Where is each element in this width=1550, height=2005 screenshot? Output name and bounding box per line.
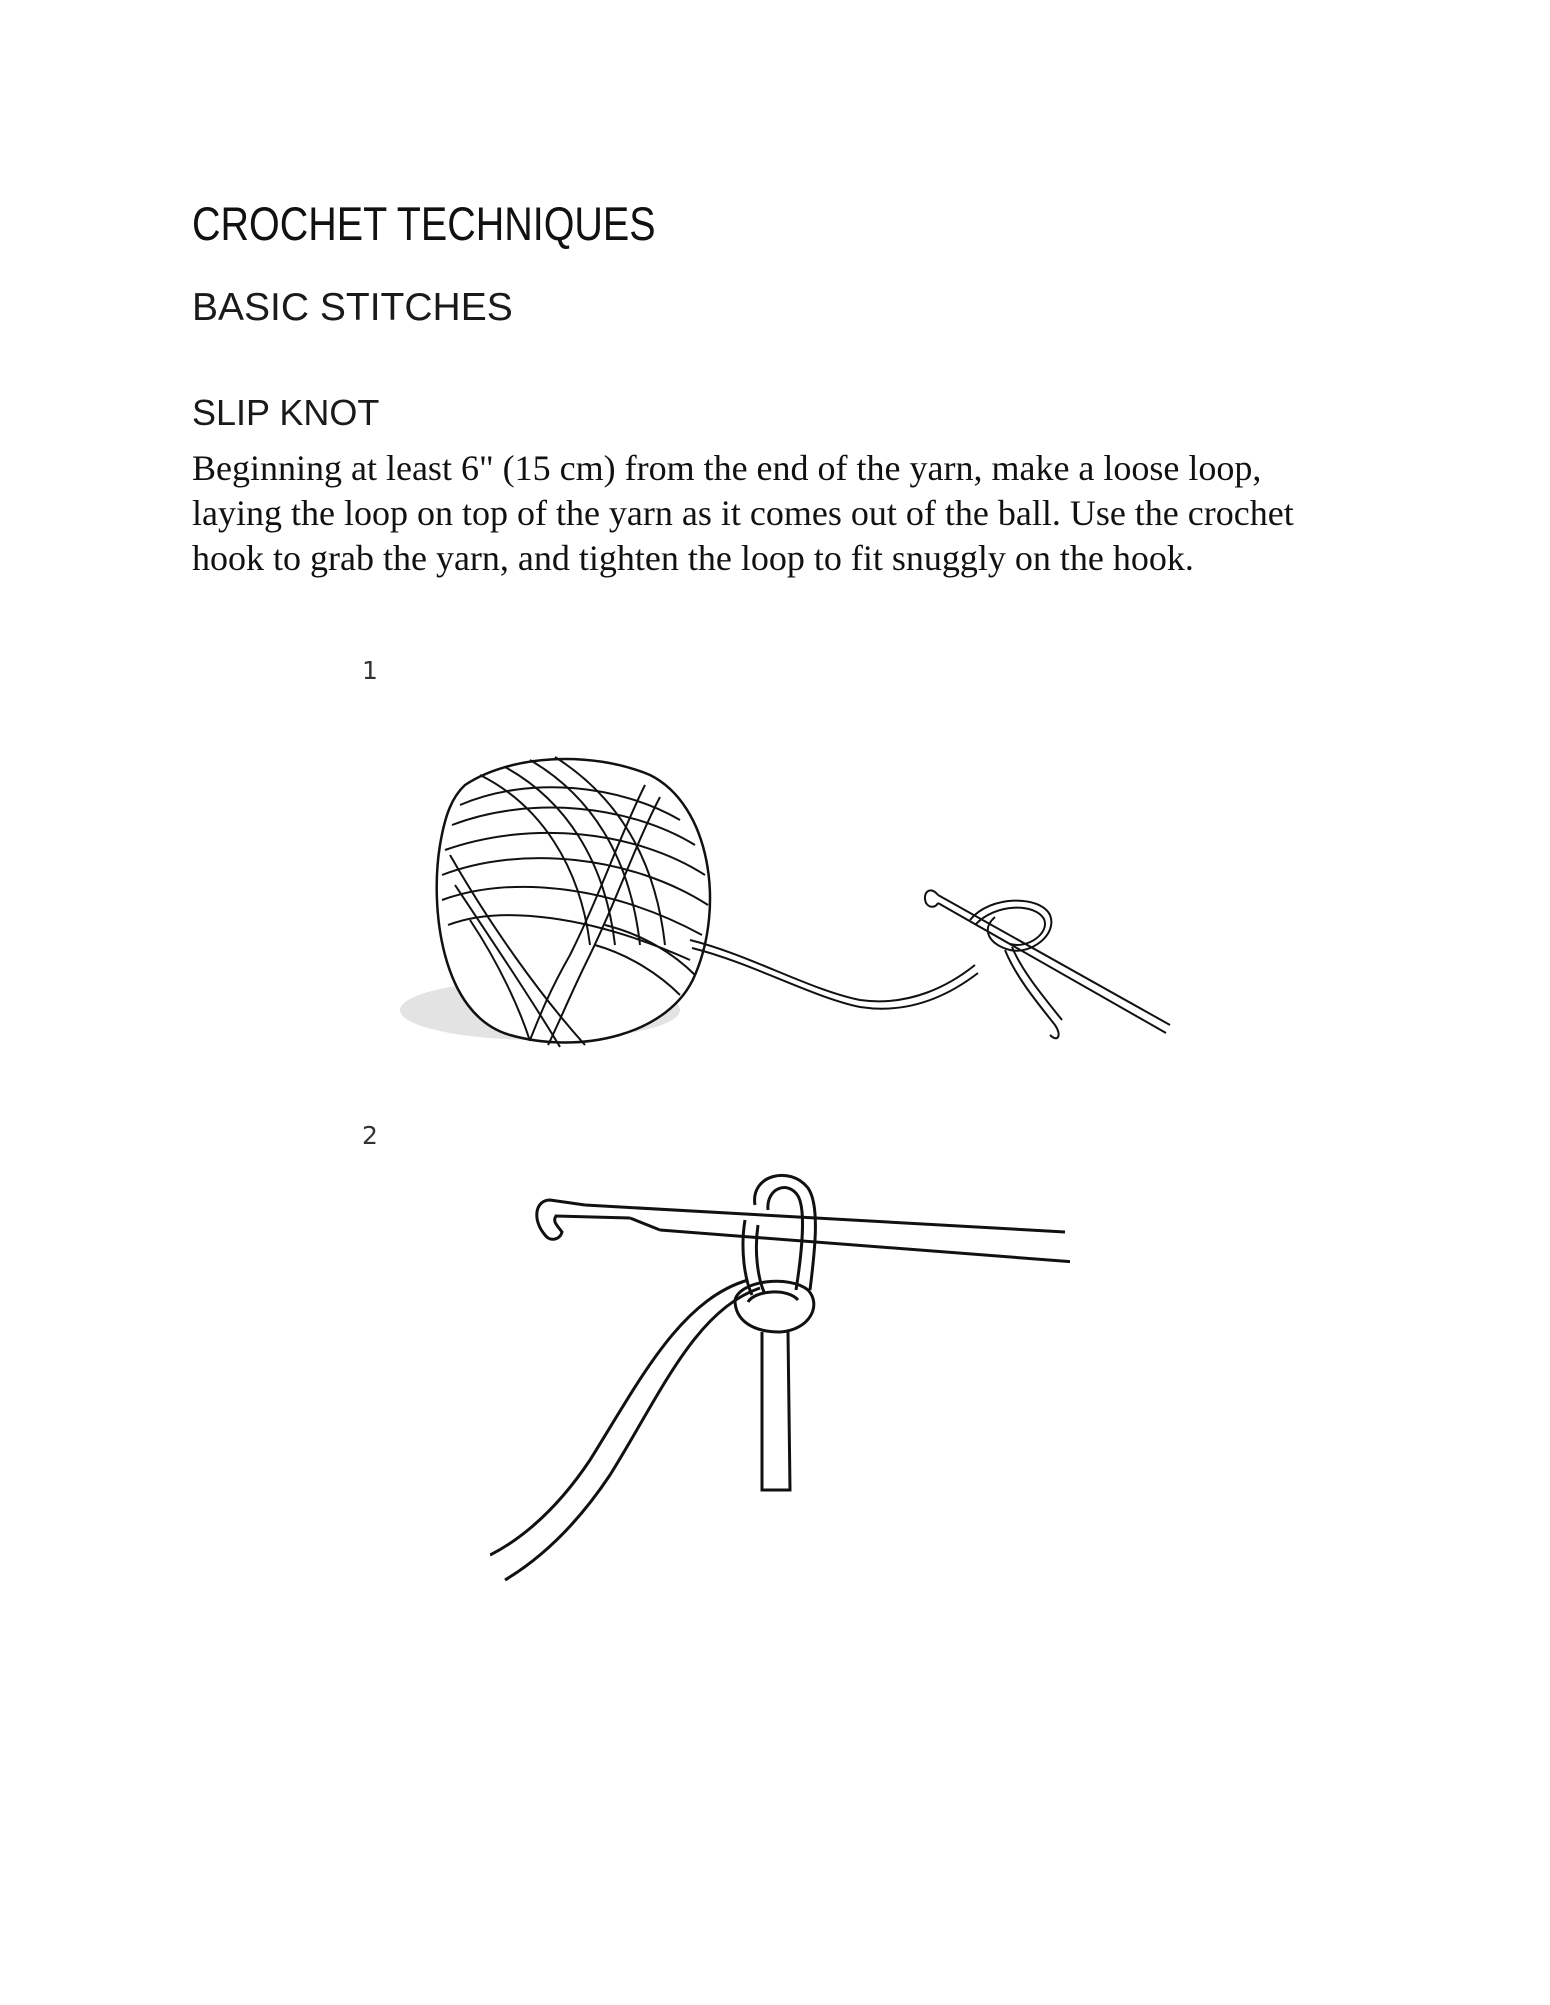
instruction-paragraph: Beginning at least 6" (15 cm) from the end of the yarn, make a loose loop, laying the loop on top of the yarn as it comes out of the ball. Use the crochet hook to grab the yarn, and tighten the loop to fit snuggly on the hook.	[192, 448, 1294, 578]
section-heading: SLIP KNOT	[192, 392, 380, 433]
figure-2-number: 2	[362, 1121, 378, 1150]
figure-1-number: 1	[362, 656, 378, 685]
chapter-subtitle: BASIC STITCHES	[192, 286, 513, 329]
yarn-ball-with-hook-illustration	[390, 745, 1190, 1075]
page-title: CROCHET TECHNIQUES	[192, 197, 656, 250]
slip-knot-on-hook-illustration	[490, 1160, 1070, 1600]
